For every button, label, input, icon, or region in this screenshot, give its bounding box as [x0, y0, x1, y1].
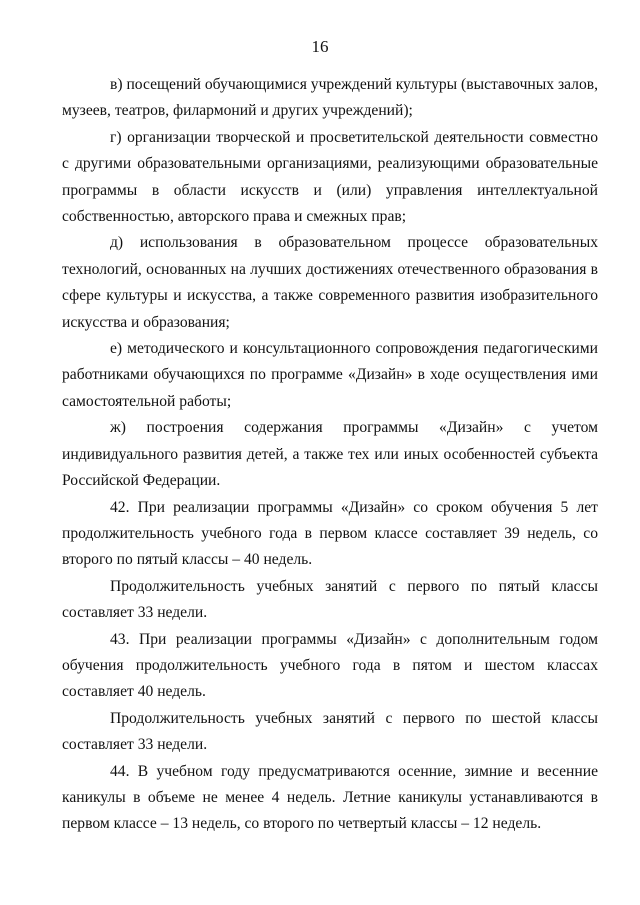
- page-number: 16: [311, 37, 329, 56]
- paragraph-e-methodical-support: е) методического и консультационного сопровождения педагогическими работниками обучающихся по программе «Дизайн» в ходе осуществления ими самостоятельной работы;: [62, 340, 598, 410]
- document-body: [62, 72, 598, 838]
- paragraph-lesson-duration-1-6: Продолжительность учебных занятий с первого по шестой классы составляет 33 недели.: [62, 709, 598, 754]
- paragraph-lesson-duration-1-5: Продолжительность учебных занятий с первого по пятый классы составляет 33 недели.: [62, 577, 598, 622]
- paragraph-44-holidays: 44. В учебном году предусматриваются осенние, зимние и весенние каникулы в объеме не менее 4 недель. Летние каникулы устанавливаются в первом классе – 13 недель, со второго по четвертый классы – 12 недель.: [62, 762, 598, 833]
- paragraph-43-additional-year: 43. При реализации программы «Дизайн» с дополнительным годом обучения продолжительность учебного года в пятом и шестом классах составляет 40 недель.: [62, 630, 598, 701]
- paragraph-g-creative-activity: г) организации творческой и просветительской деятельности совместно с другими образовательными организациями, реализующими образовательные программы в области искусств и (или) управления интеллектуальной собственностью, авторского права и смежных прав;: [62, 128, 598, 226]
- paragraph-zh-program-content: ж) построения содержания программы «Дизайн» с учетом индивидуального развития детей, а также тех или иных особенностей субъекта Российской Федерации.: [62, 419, 598, 490]
- paragraph-42-five-year-program: 42. При реализации программы «Дизайн» со сроком обучения 5 лет продолжительность учебного года в первом классе составляет 39 недель, со второго по пятый классы – 40 недель.: [62, 498, 598, 569]
- paragraph-v-culture-visits: в) посещений обучающимися учреждений культуры (выставочных залов, музеев, театров, филармоний и других учреждений);: [62, 76, 598, 120]
- paragraph-d-educational-technologies: д) использования в образовательном процессе образовательных технологий, основанных на лучших достижениях отечественного образования в сфере культуры и искусства, а также современного развития изобразительного искусства и образования;: [62, 234, 598, 331]
